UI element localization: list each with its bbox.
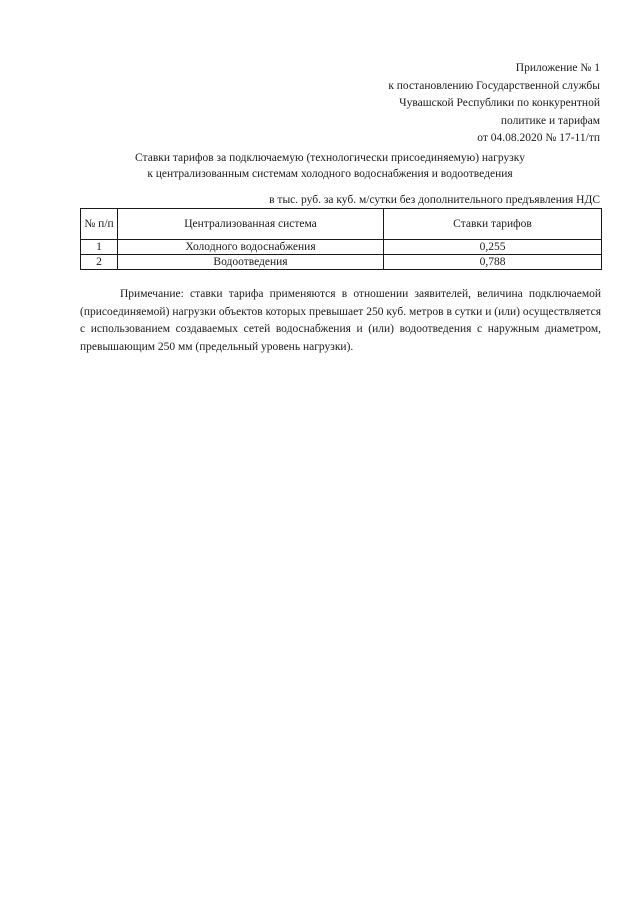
title-line: Ставки тарифов за подключаемую (технологически присоединяемую) нагрузку [135,152,525,164]
appendix-line: политике и тарифам [500,114,600,127]
table-row [81,240,602,255]
appendix-line: Приложение № 1 [515,62,600,74]
table-header-row [81,209,602,240]
row-num: 2 [81,255,118,270]
note-paragraph: Примечание: ставки тарифа применяются в отношении заявителей, величина подключаемой (присоединяемой) нагрузки объектов которых превышает 250 куб. метров в сутки и (или) осуществляется с использованием создаваемых сетей водоснабжения и (или) водоотведения с наружным диаметром, превышающим 250 мм (предельный уровень нагрузки). [80,288,601,353]
document-title [60,150,600,182]
appendix-header [280,60,600,148]
appendix-line: Чувашской Республики по конкурентной [399,97,600,109]
header-rate: Ставки тарифов [384,209,602,240]
row-rate: 0,788 [384,255,602,270]
tariff-table [80,208,602,270]
appendix-line: к постановлению Государственной службы [388,79,600,92]
row-system: Холодного водоснабжения [118,240,384,255]
row-rate: 0,255 [384,240,602,255]
row-num: 1 [81,240,118,255]
units-note: в тыс. руб. за куб. м/сутки без дополнительного предъявления НДС [269,194,600,206]
header-system: Централизованная система [118,209,384,240]
table-row [81,255,602,270]
header-num: № п/п [81,209,118,240]
title-line: к централизованным системам холодного водоснабжения и водоотведения [147,168,513,180]
appendix-line: от 04.08.2020 № 17-11/тп [477,132,600,144]
row-system: Водоотведения [118,255,384,270]
